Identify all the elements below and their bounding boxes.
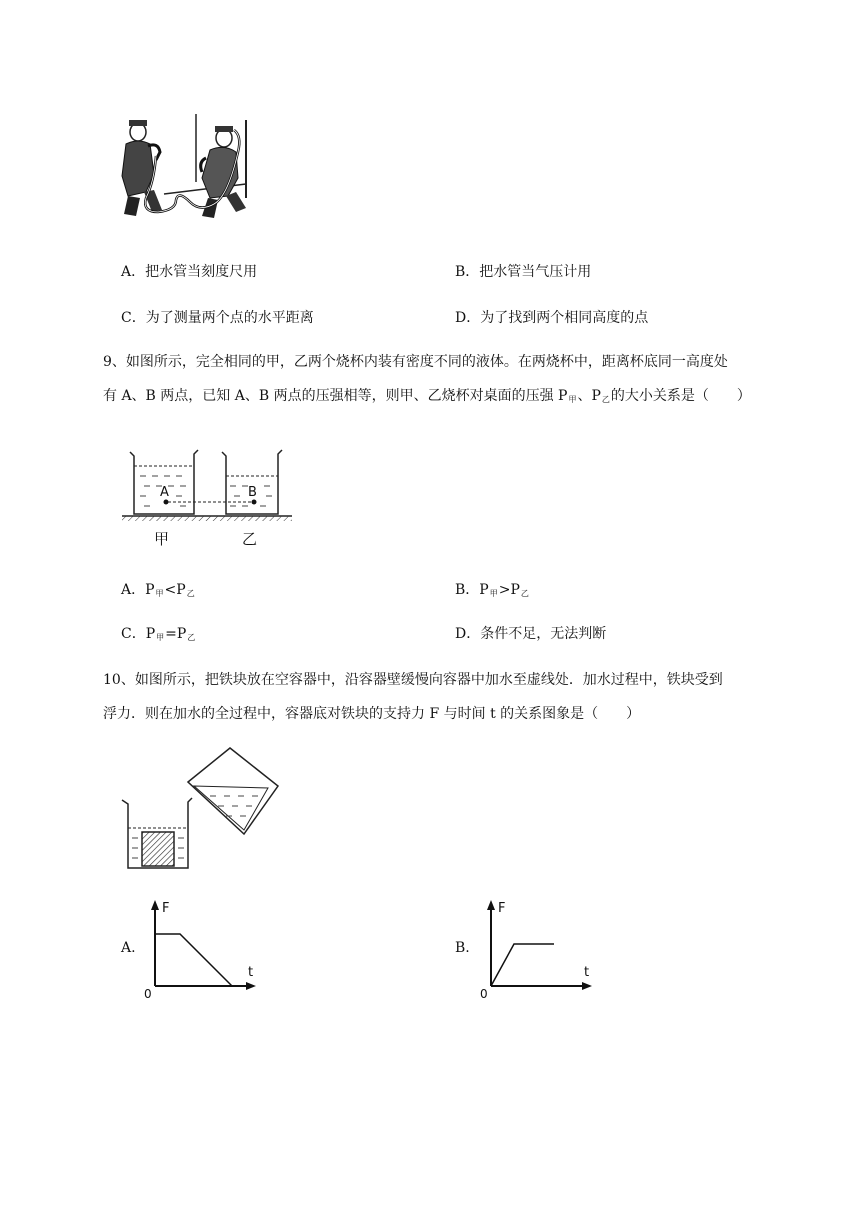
beaker-yi-label: 乙: [242, 530, 258, 548]
graph-a-curve: [155, 934, 232, 986]
beaker-jia-label: 甲: [154, 530, 170, 548]
point-b-label: B: [248, 485, 257, 500]
graph-a-y-label: F: [162, 901, 170, 916]
point-a-label: A: [160, 485, 169, 500]
q8-option-a[interactable]: A．把水管当刻度尺用: [121, 264, 258, 280]
iron-block-container-figure: [118, 744, 294, 874]
graph-b-x-label: t: [584, 965, 590, 980]
graph-a-origin: 0: [144, 987, 152, 1000]
q10-stem-line2: 浮力．则在加水的全过程中，容器底对铁块的支持力 F 与时间 t 的关系图象是（ ）: [103, 706, 641, 722]
graph-a-x-label: t: [248, 965, 254, 980]
q10-graph-a[interactable]: [140, 896, 264, 1000]
q10-graph-b[interactable]: [476, 896, 600, 1000]
q9-stem-line2: 有 A、B 两点，已知 A、B 两点的压强相等，则甲、乙烧杯对桌面的压强 $P_甲$、$P_乙$的大小关系是（ ）: [103, 388, 751, 404]
q10-option-b-label[interactable]: B.: [455, 940, 470, 956]
q9-option-d[interactable]: D．条件不足，无法判断: [455, 626, 607, 642]
q10-stem-line1: 10、如图所示，把铁块放在空容器中，沿容器壁缓慢向容器中加水至虚线处．加水过程中，铁块受到: [103, 672, 723, 688]
q9-stem: [103, 345, 803, 417]
q9-option-b[interactable]: B．$P_甲>P_乙$: [455, 582, 529, 598]
q10-option-a-label[interactable]: A.: [121, 940, 136, 956]
q9-stem-line1: 9、如图所示，完全相同的甲，乙两个烧杯内装有密度不同的液体。在两烧杯中，距离杯底同一高度处: [103, 354, 728, 370]
graph-b-origin: 0: [480, 987, 488, 1000]
q8-option-d[interactable]: D．为了找到两个相同高度的点: [455, 310, 649, 326]
graph-b-curve: [491, 944, 554, 986]
graph-b-y-label: F: [498, 901, 506, 916]
workers-hose-figure: [118, 112, 260, 220]
q9-option-c[interactable]: C．$P_甲=P_乙$: [121, 626, 196, 642]
q8-option-b[interactable]: B．把水管当气压计用: [455, 264, 592, 280]
q10-stem: [103, 663, 803, 731]
q9-option-a[interactable]: A．$P_甲<P_乙$: [121, 582, 195, 598]
q8-option-c[interactable]: C．为了测量两个点的水平距离: [121, 310, 314, 326]
two-beakers-figure: [118, 446, 298, 550]
